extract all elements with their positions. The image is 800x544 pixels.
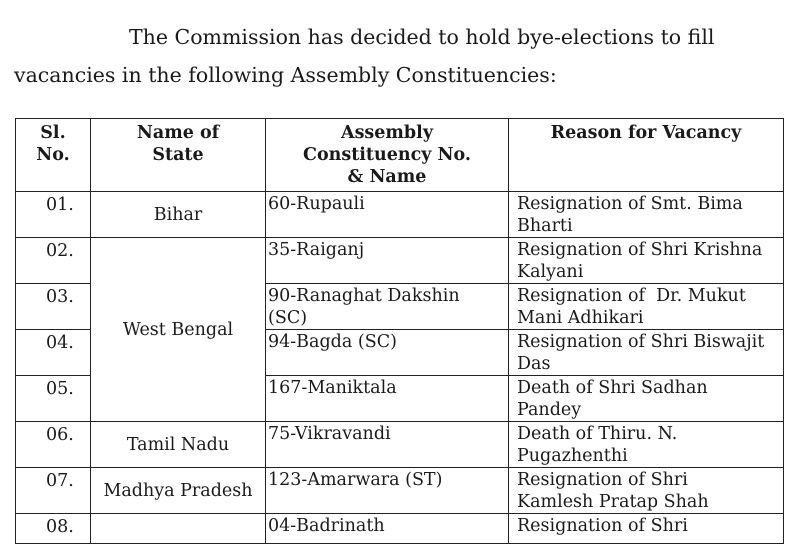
cell-constituency (266, 376, 509, 422)
cell-line: 90-Ranaghat Dakshin (268, 286, 460, 306)
cell-line: Bharti (517, 216, 573, 236)
cell-sl-no: 04. (16, 330, 91, 376)
cell-line: Pandey (517, 400, 582, 420)
cell-line: Death of Shri Sadhan (517, 378, 708, 398)
cell-line: Resignation of Dr. Mukut (517, 286, 746, 306)
header-text: Constituency No. (303, 145, 471, 165)
cell-sl-no: 06. (16, 422, 91, 468)
header-sl-no (16, 119, 91, 192)
cell-constituency (266, 422, 509, 468)
cell-constituency (266, 284, 509, 330)
cell-line: 167-Maniktala (268, 378, 397, 398)
cell-line: Kamlesh Pratap Shah (517, 492, 709, 512)
cell-line: Das (517, 354, 551, 374)
table-header-row (16, 119, 784, 192)
cell-constituency (266, 238, 509, 284)
cell-sl-no: 01. (16, 192, 91, 238)
cell-reason (509, 376, 784, 422)
table-row (16, 422, 784, 468)
cell-reason (509, 468, 784, 514)
header-text: Sl. (40, 123, 66, 143)
cell-reason (509, 330, 784, 376)
cell-constituency (266, 514, 509, 544)
cell-state (91, 514, 266, 544)
cell-state: Bihar (91, 192, 266, 238)
cell-line: Resignation of Shri (517, 516, 688, 536)
header-reason (509, 119, 784, 192)
cell-line: Resignation of Smt. Bima (517, 194, 743, 214)
cell-reason (509, 238, 784, 284)
cell-constituency (266, 330, 509, 376)
cell-line: 123-Amarwara (ST) (268, 470, 443, 490)
cell-line: 35-Raiganj (268, 240, 365, 260)
header-text: State (152, 145, 204, 165)
cell-line: Mani Adhikari (517, 308, 644, 328)
cell-state: West Bengal (91, 238, 266, 422)
header-text: & Name (347, 167, 427, 187)
cell-sl-no: 05. (16, 376, 91, 422)
table-row (16, 238, 784, 284)
cell-reason (509, 192, 784, 238)
header-text: Name of (136, 123, 220, 143)
table-row (16, 468, 784, 514)
header-text: No. (36, 145, 70, 165)
cell-reason (509, 284, 784, 330)
header-text: Assembly (341, 123, 433, 143)
table-row (16, 192, 784, 238)
cell-sl-no: 07. (16, 468, 91, 514)
cell-line: 60-Rupauli (268, 194, 365, 214)
cell-sl-no: 08. (16, 514, 91, 544)
cell-line: Resignation of Shri Biswajit (517, 332, 765, 352)
cell-line: 94-Bagda (SC) (268, 332, 397, 352)
intro-line-2: vacancies in the following Assembly Constituencies: (14, 63, 557, 87)
header-state (91, 119, 266, 192)
cell-constituency (266, 468, 509, 514)
cell-line: (SC) (268, 308, 308, 328)
cell-state: Madhya Pradesh (91, 468, 266, 514)
header-text: Reason for Vacancy (550, 123, 742, 143)
bye-election-table (15, 118, 784, 544)
table-row (16, 514, 784, 544)
header-constituency (266, 119, 509, 192)
cell-sl-no: 02. (16, 238, 91, 284)
cell-reason (509, 422, 784, 468)
cell-line: Resignation of Shri (517, 470, 688, 490)
cell-sl-no: 03. (16, 284, 91, 330)
cell-state: Tamil Nadu (91, 422, 266, 468)
cell-line: 04-Badrinath (268, 516, 385, 536)
cell-constituency (266, 192, 509, 238)
cell-line: Pugazhenthi (517, 446, 628, 466)
cell-line: Death of Thiru. N. (517, 424, 678, 444)
intro-paragraph (14, 18, 784, 94)
cell-line: 75-Vikravandi (268, 424, 391, 444)
intro-line-1: The Commission has decided to hold bye-elections to fill (129, 25, 715, 49)
cell-reason (509, 514, 784, 544)
cell-line: Kalyani (517, 262, 584, 282)
cell-line: Resignation of Shri Krishna (517, 240, 763, 260)
